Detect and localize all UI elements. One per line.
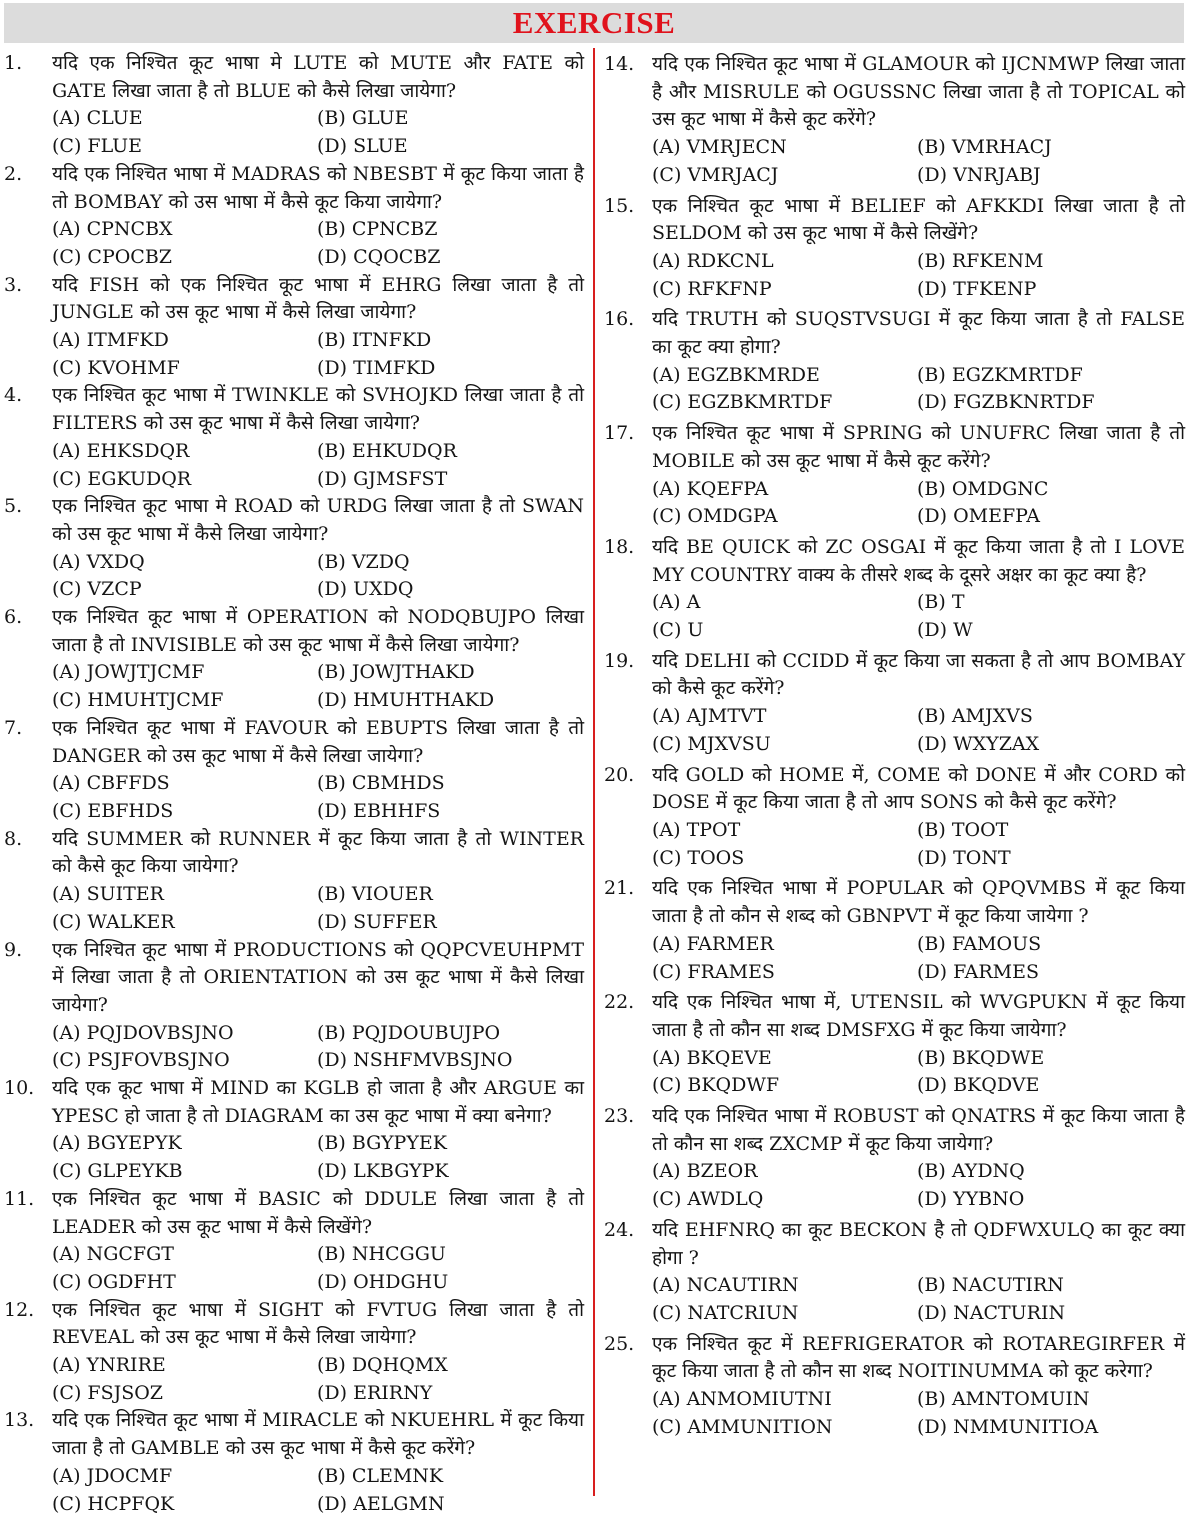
options-grid — [652, 931, 1185, 986]
answer-option[interactable]: (C) AMMUNITION — [652, 1415, 833, 1438]
answer-option[interactable]: (B) AMNTOMUIN — [917, 1388, 1090, 1411]
answer-option[interactable]: (B) BGYPYEK — [317, 1132, 447, 1155]
options-grid — [652, 476, 1185, 531]
answer-option[interactable]: (A) CBFFDS — [52, 772, 170, 795]
question-number: 14. — [604, 53, 635, 75]
options-grid — [52, 438, 584, 493]
answer-option[interactable]: (D) WXYZAX — [917, 732, 1040, 755]
answer-option[interactable]: (B) TOOT — [917, 818, 1009, 841]
answer-option[interactable]: (C) VZCP — [52, 578, 142, 601]
question-number: 7. — [4, 716, 23, 739]
answer-option[interactable]: (C) AWDLQ — [652, 1188, 764, 1211]
answer-option[interactable]: (B) PQJDOUBUJPO — [317, 1021, 501, 1044]
question-number: 1. — [4, 52, 23, 74]
answer-option[interactable]: (B) EGZKMRTDF — [917, 363, 1083, 386]
answer-option[interactable]: (B) NACUTIRN — [917, 1274, 1064, 1297]
options-grid — [52, 216, 584, 271]
answer-option[interactable]: (C) FSJSOZ — [52, 1381, 164, 1404]
answer-option[interactable]: (C) HMUHTJCMF — [52, 689, 224, 712]
options-grid — [52, 1463, 584, 1518]
options-grid — [652, 1045, 1185, 1100]
question-item — [604, 989, 1185, 1100]
answer-option[interactable]: (C) BKQDWF — [652, 1074, 780, 1097]
question-item — [604, 534, 1185, 645]
answer-option[interactable]: (D) SLUE — [317, 135, 408, 158]
answer-option[interactable]: (D) YYBNO — [917, 1188, 1025, 1211]
answer-option[interactable]: (C) FLUE — [52, 135, 143, 158]
answer-option[interactable]: (A) BKQEVE — [652, 1046, 772, 1069]
answer-option[interactable]: (C) EBFHDS — [52, 799, 174, 822]
options-grid — [652, 362, 1185, 417]
answer-option[interactable]: (D) W — [917, 619, 973, 642]
answer-option[interactable]: (C) TOOS — [652, 846, 745, 869]
answer-option[interactable]: (A) JOWJTJCMF — [52, 661, 205, 684]
options-grid — [652, 248, 1185, 303]
answer-option[interactable]: (C) FRAMES — [652, 960, 775, 983]
question-item — [604, 1217, 1185, 1328]
question-text: एक निश्चित कूट भाषा में FAVOUR को EBUPTS लिखा जाता है तो DANGER को उस कूट भाषा में कैसे लिखा जायेगा? — [52, 716, 584, 767]
answer-option[interactable]: (B) OMDGNC — [917, 477, 1049, 500]
answer-option[interactable]: (B) VMRHACJ — [917, 136, 1052, 159]
options-grid — [52, 105, 584, 160]
answer-option[interactable]: (A) BZEOR — [652, 1160, 758, 1183]
question-text: यदि एक निश्चित भाषा में POPULAR को QPQVMBS में कूट किया जाता है तो कौन से शब्द को GBNPVT में कूट किया जायेगा ? — [652, 877, 1185, 928]
answer-option[interactable]: (D) OHDGHU — [317, 1270, 449, 1293]
answer-option[interactable]: (A) JDOCMF — [52, 1464, 173, 1487]
answer-option[interactable]: (B) DQHQMX — [317, 1354, 448, 1377]
question-number: 25. — [604, 1332, 635, 1355]
answer-option[interactable]: (A) PQJDOVBSJNO — [52, 1021, 234, 1044]
question-number: 12. — [4, 1298, 35, 1321]
answer-option[interactable]: (D) ERIRNY — [317, 1381, 433, 1404]
question-item — [4, 272, 584, 383]
question-text: यदि EHFNRQ का कूट BECKON है तो QDFWXULQ का कूट क्या होगा ? — [652, 1218, 1185, 1269]
answer-option[interactable]: (A) ANMOMIUTNI — [652, 1388, 832, 1411]
answer-option[interactable]: (A) AJMTVT — [652, 705, 767, 728]
question-item — [4, 1297, 584, 1408]
options-grid — [52, 659, 584, 714]
question-text: यदि BE QUICK को ZC OSGAI में कूट किया जाता है तो I LOVE MY COUNTRY वाक्य के तीसरे शब्द के दूसरे अक्षर का कूट क्या है? — [652, 535, 1185, 586]
question-item — [4, 604, 584, 715]
question-number: 13. — [4, 1409, 35, 1432]
answer-option[interactable]: (A) EGZBKMRDE — [652, 363, 820, 386]
question-number: 6. — [4, 606, 23, 629]
exercise-header — [4, 3, 1184, 43]
answer-option[interactable]: (B) RFKENM — [917, 249, 1044, 272]
question-number: 2. — [4, 162, 23, 185]
options-grid — [652, 589, 1185, 644]
options-grid — [52, 549, 584, 604]
answer-option[interactable]: (D) TIMFKD — [317, 356, 436, 379]
answer-option[interactable]: (B) AMJXVS — [917, 705, 1033, 728]
options-grid — [652, 1158, 1185, 1213]
answer-option[interactable]: (D) FARMES — [917, 960, 1039, 983]
answer-option[interactable]: (D) BKQDVE — [917, 1074, 1040, 1097]
answer-option[interactable]: (A) NGCFGT — [52, 1243, 174, 1266]
question-text: यदि FISH को एक निश्चित कूट भाषा में EHRG लिखा जाता है तो JUNGLE को उस कूट भाषा में कैसे लिखा जायेगा? — [52, 273, 584, 324]
question-item — [604, 306, 1185, 417]
question-number: 15. — [604, 194, 635, 217]
question-text: यदि एक निश्चित कूट भाषा मे LUTE को MUTE और FATE को GATE लिखा जाता है तो BLUE को कैसे लिखा जायेगा? — [52, 52, 584, 102]
options-grid — [52, 881, 584, 936]
question-item — [4, 161, 584, 272]
answer-option[interactable]: (B) AYDNQ — [917, 1160, 1025, 1183]
answer-option[interactable]: (A) NCAUTIRN — [652, 1274, 799, 1297]
answer-option[interactable]: (A) EHKSDQR — [52, 439, 190, 462]
answer-option[interactable]: (A) YNRIRE — [52, 1354, 166, 1377]
answer-option[interactable]: (B) BKQDWE — [917, 1046, 1045, 1069]
answer-option[interactable]: (D) OMEFPA — [917, 505, 1040, 528]
options-grid — [652, 703, 1185, 758]
answer-option[interactable]: (B) NHCGGU — [317, 1243, 446, 1266]
question-text: यदि SUMMER को RUNNER में कूट किया जाता है तो WINTER को कैसे कूट किया जायेगा? — [52, 827, 584, 878]
options-grid — [652, 134, 1185, 189]
answer-option[interactable]: (A) TPOT — [652, 818, 741, 841]
question-item — [604, 1103, 1185, 1214]
answer-option[interactable]: (C) EGKUDQR — [52, 467, 192, 490]
question-text: यदि एक निश्चित कूट भाषा में MIRACLE को NKUEHRL में कूट किया जाता है तो GAMBLE को उस कूट भाषा में कैसे कूट करेंगे? — [52, 1409, 584, 1460]
answer-option[interactable]: (A) ITMFKD — [52, 329, 169, 352]
question-number: 22. — [604, 991, 635, 1014]
answer-option[interactable]: (C) HCPFQK — [52, 1492, 175, 1515]
question-text: एक निश्चित कूट भाषा में PRODUCTIONS को QQPCVEUHPMT में लिखा जाता है तो ORIENTATION को उस कूट भाषा में कैसे लिखा जायेगा? — [52, 938, 584, 1016]
answer-option[interactable]: (A) SUITER — [52, 883, 164, 906]
answer-option[interactable]: (D) EBHHFS — [317, 799, 441, 822]
question-text: एक निश्चित कूट भाषा में BELIEF को AFKKDI लिखा जाता है तो SELDOM को उस कूट भाषा में कैसे लिखेंगे? — [652, 194, 1185, 245]
answer-option[interactable]: (B) VIOUER — [317, 883, 433, 906]
question-number: 8. — [4, 827, 23, 850]
answer-option[interactable]: (C) MJXVSU — [652, 732, 771, 755]
question-item — [4, 50, 584, 161]
question-number: 20. — [604, 763, 635, 786]
question-item — [4, 382, 584, 493]
question-number: 9. — [4, 938, 23, 961]
question-text: यदि एक निश्चित भाषा में, UTENSIL को WVGPUKN में कूट किया जाता है तो कौन सा शब्द DMSFXG में कूट किया जायेगा? — [652, 991, 1185, 1041]
question-number: 23. — [604, 1105, 635, 1128]
question-text: यदि एक निश्चित कूट भाषा में GLAMOUR को IJCNMWP लिखा जाता है और MISRULE को OGUSSNC लिखा जाता है तो TOPICAL को उस कूट भाषा में कैसे कूट करेंगे? — [652, 53, 1185, 131]
answer-option[interactable]: (C) WALKER — [52, 910, 175, 933]
answer-option[interactable]: (C) CPOCBZ — [52, 245, 173, 268]
answer-option[interactable]: (C) OMDGPA — [652, 505, 778, 528]
question-text: एक निश्चित कूट भाषा मे ROAD को URDG लिखा जाता है तो SWAN को उस कूट भाषा में कैसे लिखा जायेगा? — [52, 495, 584, 545]
answer-option[interactable]: (D) FGZBKNRTDF — [917, 391, 1095, 414]
answer-option[interactable]: (D) CQOCBZ — [317, 245, 441, 268]
question-text: यदि GOLD को HOME में, COME को DONE में और CORD को DOSE में कूट किया जाता है तो आप SONS को कैसे कूट करेंगे? — [652, 763, 1185, 814]
answer-option[interactable]: (B) FAMOUS — [917, 932, 1042, 955]
answer-option[interactable]: (C) GLPEYKB — [52, 1160, 183, 1183]
answer-option[interactable]: (C) OGDFHT — [52, 1270, 176, 1293]
answer-option[interactable]: (A) FARMER — [652, 932, 774, 955]
question-number: 4. — [4, 384, 23, 407]
question-item — [604, 193, 1185, 304]
question-number: 19. — [604, 649, 635, 672]
answer-option[interactable]: (B) T — [917, 591, 965, 614]
answer-option[interactable]: (D) TFKENP — [917, 277, 1037, 300]
answer-option[interactable]: (B) CLEMNK — [317, 1464, 444, 1487]
answer-option[interactable]: (C) PSJFOVBSJNO — [52, 1049, 230, 1072]
answer-option[interactable]: (B) GLUE — [317, 107, 409, 130]
answer-option[interactable]: (D) NMMUNITIOA — [917, 1415, 1099, 1438]
answer-option[interactable]: (B) EHKUDQR — [317, 439, 457, 462]
answer-option[interactable]: (D) SUFFER — [317, 910, 437, 933]
answer-option[interactable]: (B) ITNFKD — [317, 329, 432, 352]
answer-option[interactable]: (A) RDKCNL — [652, 249, 774, 272]
question-text: एक निश्चित कूट भाषा में SPRING को UNUFRC लिखा जाता है तो MOBILE को उस कूट भाषा में कैसे कूट करेंगे? — [652, 422, 1185, 472]
answer-option[interactable]: (A) VMRJECN — [652, 136, 787, 159]
right-column — [604, 50, 1185, 1441]
left-column — [4, 50, 584, 1518]
answer-option[interactable]: (C) EGZBKMRTDF — [652, 391, 833, 414]
answer-option[interactable]: (D) LKBGYPK — [317, 1160, 449, 1183]
options-grid — [52, 1130, 584, 1185]
question-text: एक निश्चित कूट भाषा में TWINKLE को SVHOJKD लिखा जाता है तो FILTERS को उस कूट भाषा में कैसे लिखा जायेगा? — [52, 384, 584, 435]
question-text: एक निश्चित कूट में REFRIGERATOR को ROTAREGIRFER में कूट किया जाता है तो कौन सा शब्द NOITINUMMA को कूट करेगा? — [652, 1332, 1185, 1383]
answer-option[interactable]: (D) VNRJABJ — [917, 163, 1041, 186]
answer-option[interactable]: (C) RFKFNP — [652, 277, 772, 300]
question-item — [604, 648, 1185, 759]
question-text: यदि TRUTH को SUQSTVSUGI में कूट किया जाता है तो FALSE का कूट क्या होगा? — [652, 308, 1185, 359]
answer-option[interactable]: (A) CPNCBX — [52, 218, 173, 241]
question-text: यदि DELHI को CCIDD में कूट किया जा सकता है तो आप BOMBAY को कैसे कूट करेंगे? — [652, 649, 1185, 700]
question-number: 11. — [4, 1187, 35, 1210]
question-item — [4, 715, 584, 826]
question-number: 21. — [604, 877, 635, 900]
question-text: एक निश्चित कूट भाषा में OPERATION को NODQBUJPO लिखा जाता है तो INVISIBLE को उस कूट भाषा में कैसे लिखा जायेगा? — [52, 606, 584, 656]
answer-option[interactable]: (D) TONT — [917, 846, 1011, 869]
question-item — [4, 826, 584, 937]
question-number: 5. — [4, 495, 23, 518]
question-number: 24. — [604, 1218, 635, 1241]
question-text: एक निश्चित कूट भाषा में SIGHT को FVTUG लिखा जाता है तो REVEAL को उस कूट भाषा में कैसे लिखा जायेगा? — [52, 1298, 584, 1349]
answer-option[interactable]: (D) NSHFMVBSJNO — [317, 1049, 513, 1072]
question-item — [604, 51, 1185, 190]
options-grid — [52, 1352, 584, 1407]
question-text: यदि एक कूट भाषा में MIND का KGLB हो जाता है और ARGUE का YPESC हो जाता है तो DIAGRAM का उस कूट भाषा में क्या बनेगा? — [52, 1077, 584, 1127]
options-grid — [52, 770, 584, 825]
answer-option[interactable]: (D) NACTURIN — [917, 1301, 1066, 1324]
answer-option[interactable]: (C) NATCRIUN — [652, 1301, 799, 1324]
question-text: एक निश्चित कूट भाषा में BASIC को DDULE लिखा जाता है तो LEADER को उस कूट भाषा में कैसे लिखेंगे? — [52, 1187, 584, 1238]
answer-option[interactable]: (A) VXDQ — [52, 550, 145, 573]
options-grid — [652, 1386, 1185, 1441]
answer-option[interactable]: (A) KQEFPA — [652, 477, 769, 500]
question-number: 3. — [4, 273, 23, 296]
answer-option[interactable]: (B) CBMHDS — [317, 772, 445, 795]
question-number: 16. — [604, 308, 635, 331]
question-item — [604, 1331, 1185, 1442]
answer-option[interactable]: (C) KVOHMF — [52, 356, 180, 379]
question-item — [4, 1075, 584, 1186]
question-item — [604, 762, 1185, 873]
options-grid — [52, 1241, 584, 1296]
answer-option[interactable]: (D) GJMSFST — [317, 467, 448, 490]
question-number: 18. — [604, 535, 635, 558]
answer-option[interactable]: (A) CLUE — [52, 107, 143, 130]
answer-option[interactable]: (D) UXDQ — [317, 578, 414, 601]
column-divider — [593, 48, 595, 1496]
question-item — [604, 420, 1185, 531]
question-item — [4, 937, 584, 1076]
answer-option[interactable]: (A) A — [652, 591, 701, 614]
question-text: यदि एक निश्चित भाषा में MADRAS को NBESBT में कूट किया जाता है तो BOMBAY को उस भाषा में कैसे कूट किया जायेगा? — [52, 162, 584, 213]
question-item — [604, 875, 1185, 986]
question-number: 17. — [604, 422, 635, 445]
answer-option[interactable]: (D) HMUHTHAKD — [317, 689, 495, 712]
answer-option[interactable]: (C) U — [652, 619, 704, 642]
answer-option[interactable]: (A) BGYEPYK — [52, 1132, 182, 1155]
question-number: 10. — [4, 1077, 35, 1100]
question-text: यदि एक निश्चित भाषा में ROBUST को QNATRS में कूट किया जाता है तो कौन सा शब्द ZXCMP में कूट किया जायेगा? — [652, 1105, 1185, 1155]
question-item — [4, 1186, 584, 1297]
answer-option[interactable]: (D) AELGMN — [317, 1492, 445, 1515]
options-grid — [652, 1272, 1185, 1327]
options-grid — [52, 1020, 584, 1075]
question-item — [4, 493, 584, 604]
answer-option[interactable]: (C) VMRJACJ — [652, 163, 779, 186]
answer-option[interactable]: (B) JOWJTHAKD — [317, 661, 475, 684]
answer-option[interactable]: (B) CPNCBZ — [317, 218, 438, 241]
options-grid — [52, 327, 584, 382]
options-grid — [652, 817, 1185, 872]
answer-option[interactable]: (B) VZDQ — [317, 550, 410, 573]
page-title: EXERCISE — [512, 5, 676, 40]
question-item — [4, 1407, 584, 1518]
